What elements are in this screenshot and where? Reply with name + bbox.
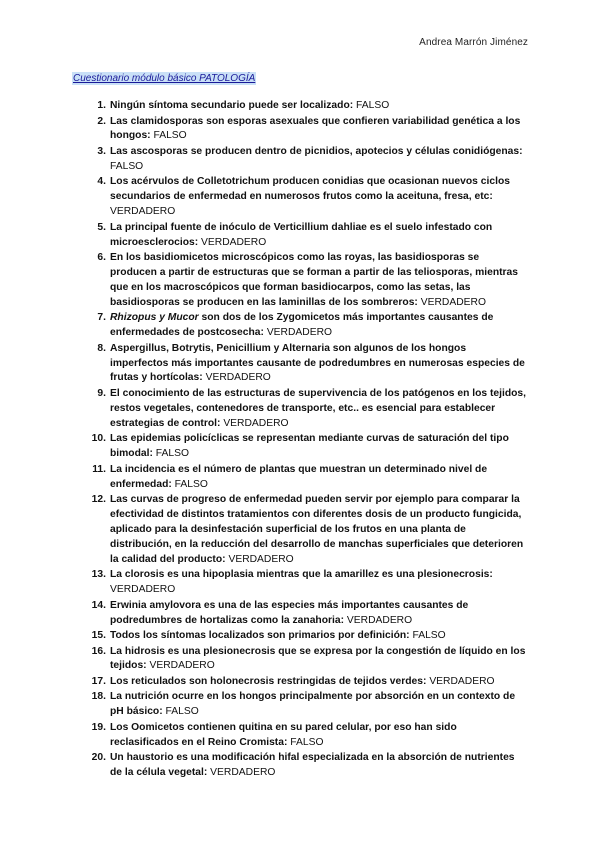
- question-number: 1.: [97, 100, 106, 111]
- question-body: Erwinia amylovora es una de las especies más importantes causantes de podredumbres de hortalizas como la zanahoria:: [110, 599, 469, 626]
- question-item: [87, 145, 527, 175]
- question-answer: VERDADERO: [205, 372, 271, 384]
- question-text: [110, 722, 457, 748]
- question-number: 16.: [91, 645, 106, 657]
- question-number: 10.: [91, 433, 106, 445]
- question-answer: VERDADERO: [201, 236, 267, 248]
- question-item: [87, 493, 527, 568]
- question-list: [87, 99, 527, 782]
- question-answer: FALSO: [412, 630, 446, 642]
- question-answer: VERDADERO: [223, 417, 289, 429]
- question-number: 11.: [92, 463, 106, 475]
- question-text: [110, 343, 525, 384]
- question-number: 13.: [91, 569, 106, 581]
- question-answer: FALSO: [155, 448, 189, 460]
- question-answer: VERDADERO: [346, 614, 413, 626]
- question-text: [110, 752, 515, 778]
- question-item: [87, 568, 527, 598]
- question-text: [110, 388, 526, 429]
- question-item: [87, 311, 527, 341]
- question-number: 15.: [91, 630, 106, 642]
- question-answer: VERDADERO: [266, 327, 333, 339]
- question-emphasis: Rhizopus y Mucor: [110, 312, 199, 324]
- question-item: [87, 599, 527, 629]
- question-answer: VERDADERO: [228, 553, 294, 565]
- question-text: [110, 222, 492, 248]
- question-body: Ningún síntoma secundario puede ser localizado:: [110, 100, 354, 111]
- question-body: Los Oomicetos contienen quitina en su pared celular, por eso han sido reclasificados en el Reino Cromista:: [110, 721, 457, 748]
- question-body: Las ascosporas se producen dentro de picnidios, apotecios y células conidiógenas:: [110, 145, 523, 157]
- question-number: 8.: [97, 342, 106, 354]
- question-item: [87, 721, 527, 751]
- question-answer: FALSO: [174, 478, 208, 490]
- question-item: [87, 175, 527, 220]
- question-answer: FALSO: [290, 736, 324, 748]
- question-answer: VERDADERO: [420, 296, 486, 308]
- question-item: [87, 629, 527, 644]
- question-body: La nutrición ocurre en los hongos principalmente por absorción en un contexto de pH básico:: [110, 691, 516, 718]
- question-item: [87, 251, 527, 311]
- question-text: [110, 176, 510, 202]
- question-number: 2.: [97, 115, 106, 127]
- question-body: son dos de los Zygomicetos más importantes causantes de enfermedades de postcosecha:: [110, 312, 494, 339]
- question-body: El conocimiento de las estructuras de supervivencia de los patógenos en los tejidos, restos vegetales, contenedores de transporte, etc.. es esencial para establecer estrategias de control:: [110, 387, 526, 429]
- question-item: [87, 463, 527, 493]
- question-number: 19.: [91, 721, 106, 733]
- question-number: 4.: [97, 176, 106, 188]
- question-answer: VERDADERO: [110, 584, 176, 596]
- question-item: [87, 432, 527, 462]
- question-number: 3.: [97, 145, 106, 157]
- question-number: 6.: [97, 252, 106, 264]
- question-item: [87, 221, 527, 251]
- question-answer: VERDADERO: [110, 206, 176, 218]
- question-number: 14.: [91, 599, 106, 611]
- question-body: La hidrosis es una plesionecrosis que se expresa por la congestión de líquido en los tejidos:: [110, 645, 526, 672]
- question-body: Los acérvulos de Colletotrichum producen conidias que ocasionan nuevos ciclos secundarios de enfermedad en numerosos frutos como la aceituna, fresa, etc:: [110, 176, 510, 203]
- question-body: Aspergillus, Botrytis, Penicillium y Alternaria son algunos de los hongos imperfectos más importantes causante de podredumbres en numerosas especies de frutas y hortícolas:: [110, 342, 525, 384]
- document-title: Cuestionario módulo básico PATOLOGÍA: [73, 73, 256, 84]
- question-number: 12.: [91, 494, 106, 506]
- question-number: 17.: [91, 675, 106, 687]
- question-body: En los basidiomicetos microscópicos como las royas, las basidiosporas se producen a partir de estructuras que se forman a partir de las teliosporas, mientras que en los macroscópicos que forman basidiocarpos, como las setas, las basidiosporas se producen en las laminillas de los sombreros:: [110, 252, 518, 308]
- question-body: Las epidemias policíclicas se representan mediante curvas de saturación del tipo bimodal:: [110, 433, 509, 460]
- question-body: Un haustorio es una modificación hifal especializada en la absorción de nutrientes de la célula vegetal:: [110, 752, 515, 779]
- question-body: Todos los síntomas localizados son primarios por definición:: [110, 630, 410, 642]
- question-item: [87, 751, 527, 781]
- question-answer: FALSO: [165, 706, 199, 718]
- question-body: La clorosis es una hipoplasia mientras que la amarillez es una plesionecrosis:: [110, 569, 493, 581]
- question-text: [110, 494, 523, 565]
- author-name: Andrea Marrón Jiménez: [419, 37, 528, 48]
- question-answer: FALSO: [110, 160, 144, 172]
- question-body: Las curvas de progreso de enfermedad pueden servir por ejemplo para comparar la efectividad de distintos tratamientos con diferentes dosis de un producto fungicida, aplicado para la desinfestación superficial de los frutos en una planta de distribución, en la reducción del desarrollo de manchas superficiales que deterioren la calidad del producto:: [110, 494, 524, 565]
- question-number: 20.: [91, 752, 106, 764]
- question-number: 7.: [97, 312, 106, 324]
- question-text: [110, 630, 410, 641]
- question-item: [87, 387, 527, 432]
- question-text: [110, 676, 426, 687]
- question-item: [87, 645, 527, 675]
- question-body: Las clamidosporas son esporas asexuales que confieren variabilidad genética a los hongos:: [110, 115, 521, 142]
- question-answer: VERDADERO: [210, 767, 276, 779]
- question-text: [110, 600, 468, 626]
- question-item: [87, 675, 527, 690]
- question-item: [87, 99, 527, 114]
- question-body: La principal fuente de inóculo de Verticillium dahliae es el suelo infestado con microesclerocios:: [110, 221, 493, 248]
- question-answer: FALSO: [153, 130, 187, 142]
- question-text: [110, 146, 523, 157]
- question-item: [87, 115, 527, 145]
- question-text: [110, 100, 353, 111]
- question-number: 5.: [97, 221, 106, 233]
- question-answer: VERDADERO: [429, 675, 495, 687]
- question-number: 18.: [91, 691, 106, 703]
- question-item: [87, 690, 527, 720]
- question-answer: VERDADERO: [149, 660, 215, 672]
- question-body: La incidencia es el número de plantas que muestran un determinado nivel de enfermedad:: [110, 463, 488, 490]
- question-text: [110, 569, 493, 580]
- question-item: [87, 342, 527, 387]
- question-text: [110, 464, 487, 490]
- question-body: Los reticulados son holonecrosis restringidas de tejidos verdes:: [110, 675, 427, 687]
- question-answer: FALSO: [356, 100, 390, 111]
- question-number: 9.: [97, 387, 106, 399]
